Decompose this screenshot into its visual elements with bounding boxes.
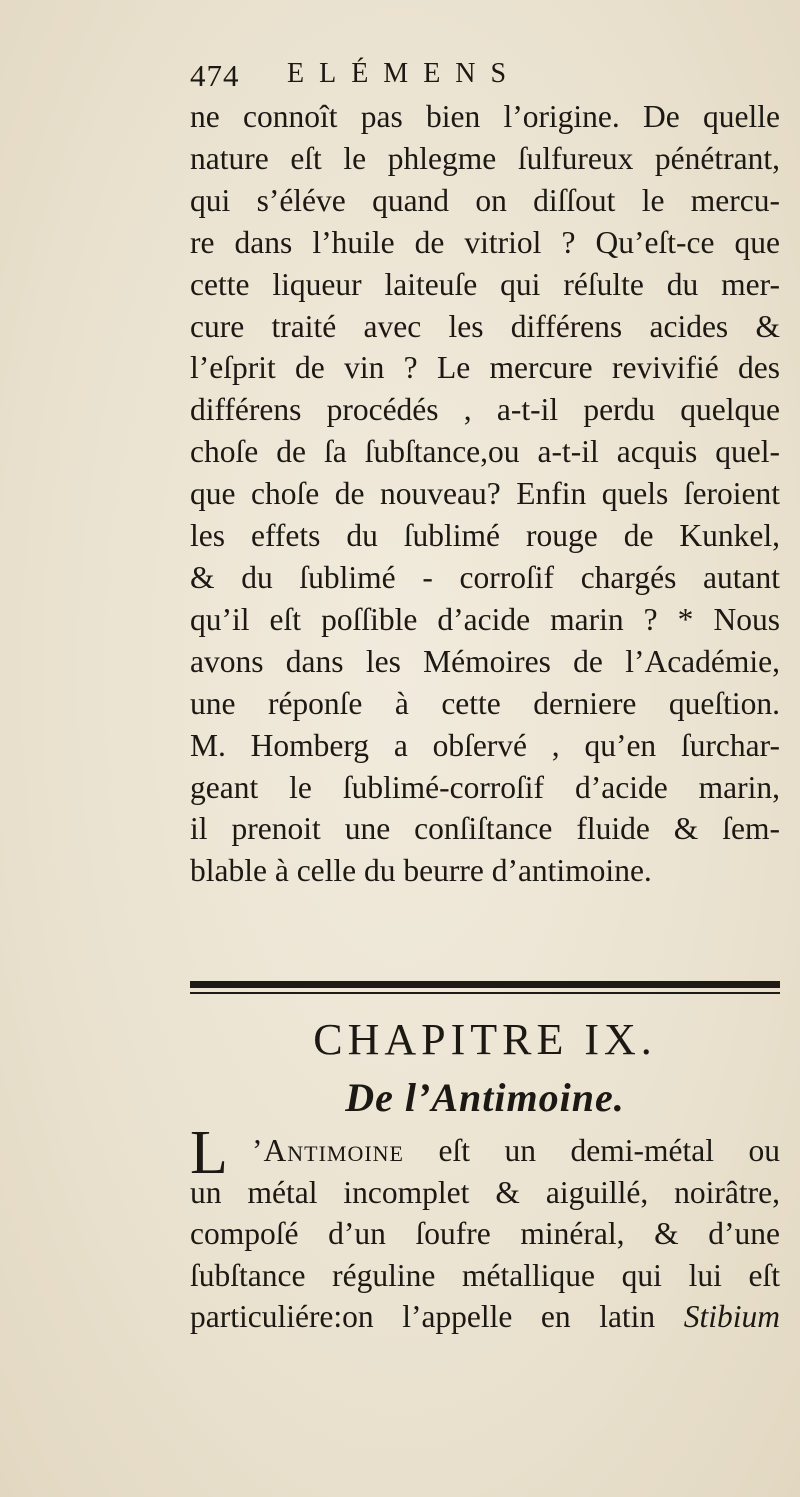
- section-first-line: [190, 1119, 780, 1187]
- page-header: [190, 58, 780, 98]
- text-line: cure traité avec les différens acides &: [190, 308, 780, 344]
- running-head: ELÉMENS: [287, 58, 522, 89]
- rule-thick-line: [190, 981, 780, 988]
- body-text: [190, 96, 780, 892]
- text-line: les effets du ſublimé rouge de Kunkel,: [190, 518, 780, 554]
- section-text: [190, 1119, 780, 1338]
- text-line: qui s’éléve quand on diſſout le mercu-: [190, 182, 780, 218]
- latin-term: Stibium: [683, 1299, 780, 1335]
- text-line: blable à celle du beurre d’antimoine.: [190, 853, 652, 889]
- first-line-rest: eſt un demi-métal ou: [438, 1133, 780, 1168]
- first-word: ’Antimoine: [252, 1133, 404, 1168]
- text-line: que choſe de nouveau? Enfin quels ſeroient: [190, 476, 780, 512]
- text-line: nature eſt le phlegme ſulfureux pénétrant,: [190, 140, 780, 176]
- chapter-title: De l’Antimoine.: [345, 1075, 625, 1120]
- text-line: un métal incomplet & aiguillé, noirâtre,: [190, 1174, 780, 1210]
- text-line: une réponſe à cette derniere queſtion.: [190, 685, 780, 721]
- text-line: re dans l’huile de vitriol ? Qu’eſt-ce que: [190, 224, 780, 260]
- text-line: avons dans les Mémoires de l’Académie,: [190, 643, 780, 679]
- text-line: & du ſublimé - corroſif chargés autant: [190, 559, 780, 595]
- text-line: l’eſprit de vin ? Le mercure revivifié des: [190, 350, 780, 386]
- text-line: compoſé d’un ſoufre minéral, & d’une: [190, 1216, 780, 1252]
- text-line: cette liqueur laiteuſe qui réſulte du mer-: [190, 266, 780, 302]
- chapter-heading: CHAPITRE IX.: [313, 1015, 657, 1064]
- drop-cap: L: [190, 1119, 228, 1187]
- text-line: différens procédés , a-t-il perdu quelque: [190, 392, 780, 428]
- text-line: choſe de ſa ſubſtance,ou a-t-il acquis quel-: [190, 434, 780, 470]
- rule-thin-line: [190, 992, 780, 994]
- text-line: ſubſtance réguline métallique qui lui eſt: [190, 1257, 780, 1293]
- page-number: 474: [190, 58, 240, 93]
- text-line: qu’il eſt poſſible d’acide marin ? * Nous: [190, 601, 780, 637]
- last-line-text: particuliére:on l’appelle en latin: [190, 1299, 656, 1335]
- ornamental-rule: [190, 981, 780, 995]
- text-line: geant le ſublimé-corroſif d’acide marin,: [190, 769, 780, 805]
- text-line: il prenoit une conſiſtance fluide & ſem-: [190, 811, 780, 847]
- text-line: M. Homberg a obſervé , qu’en ſurchar-: [190, 727, 780, 763]
- text-line: ne connoît pas bien l’origine. De quelle: [190, 99, 780, 134]
- section-last-line: [190, 1296, 780, 1338]
